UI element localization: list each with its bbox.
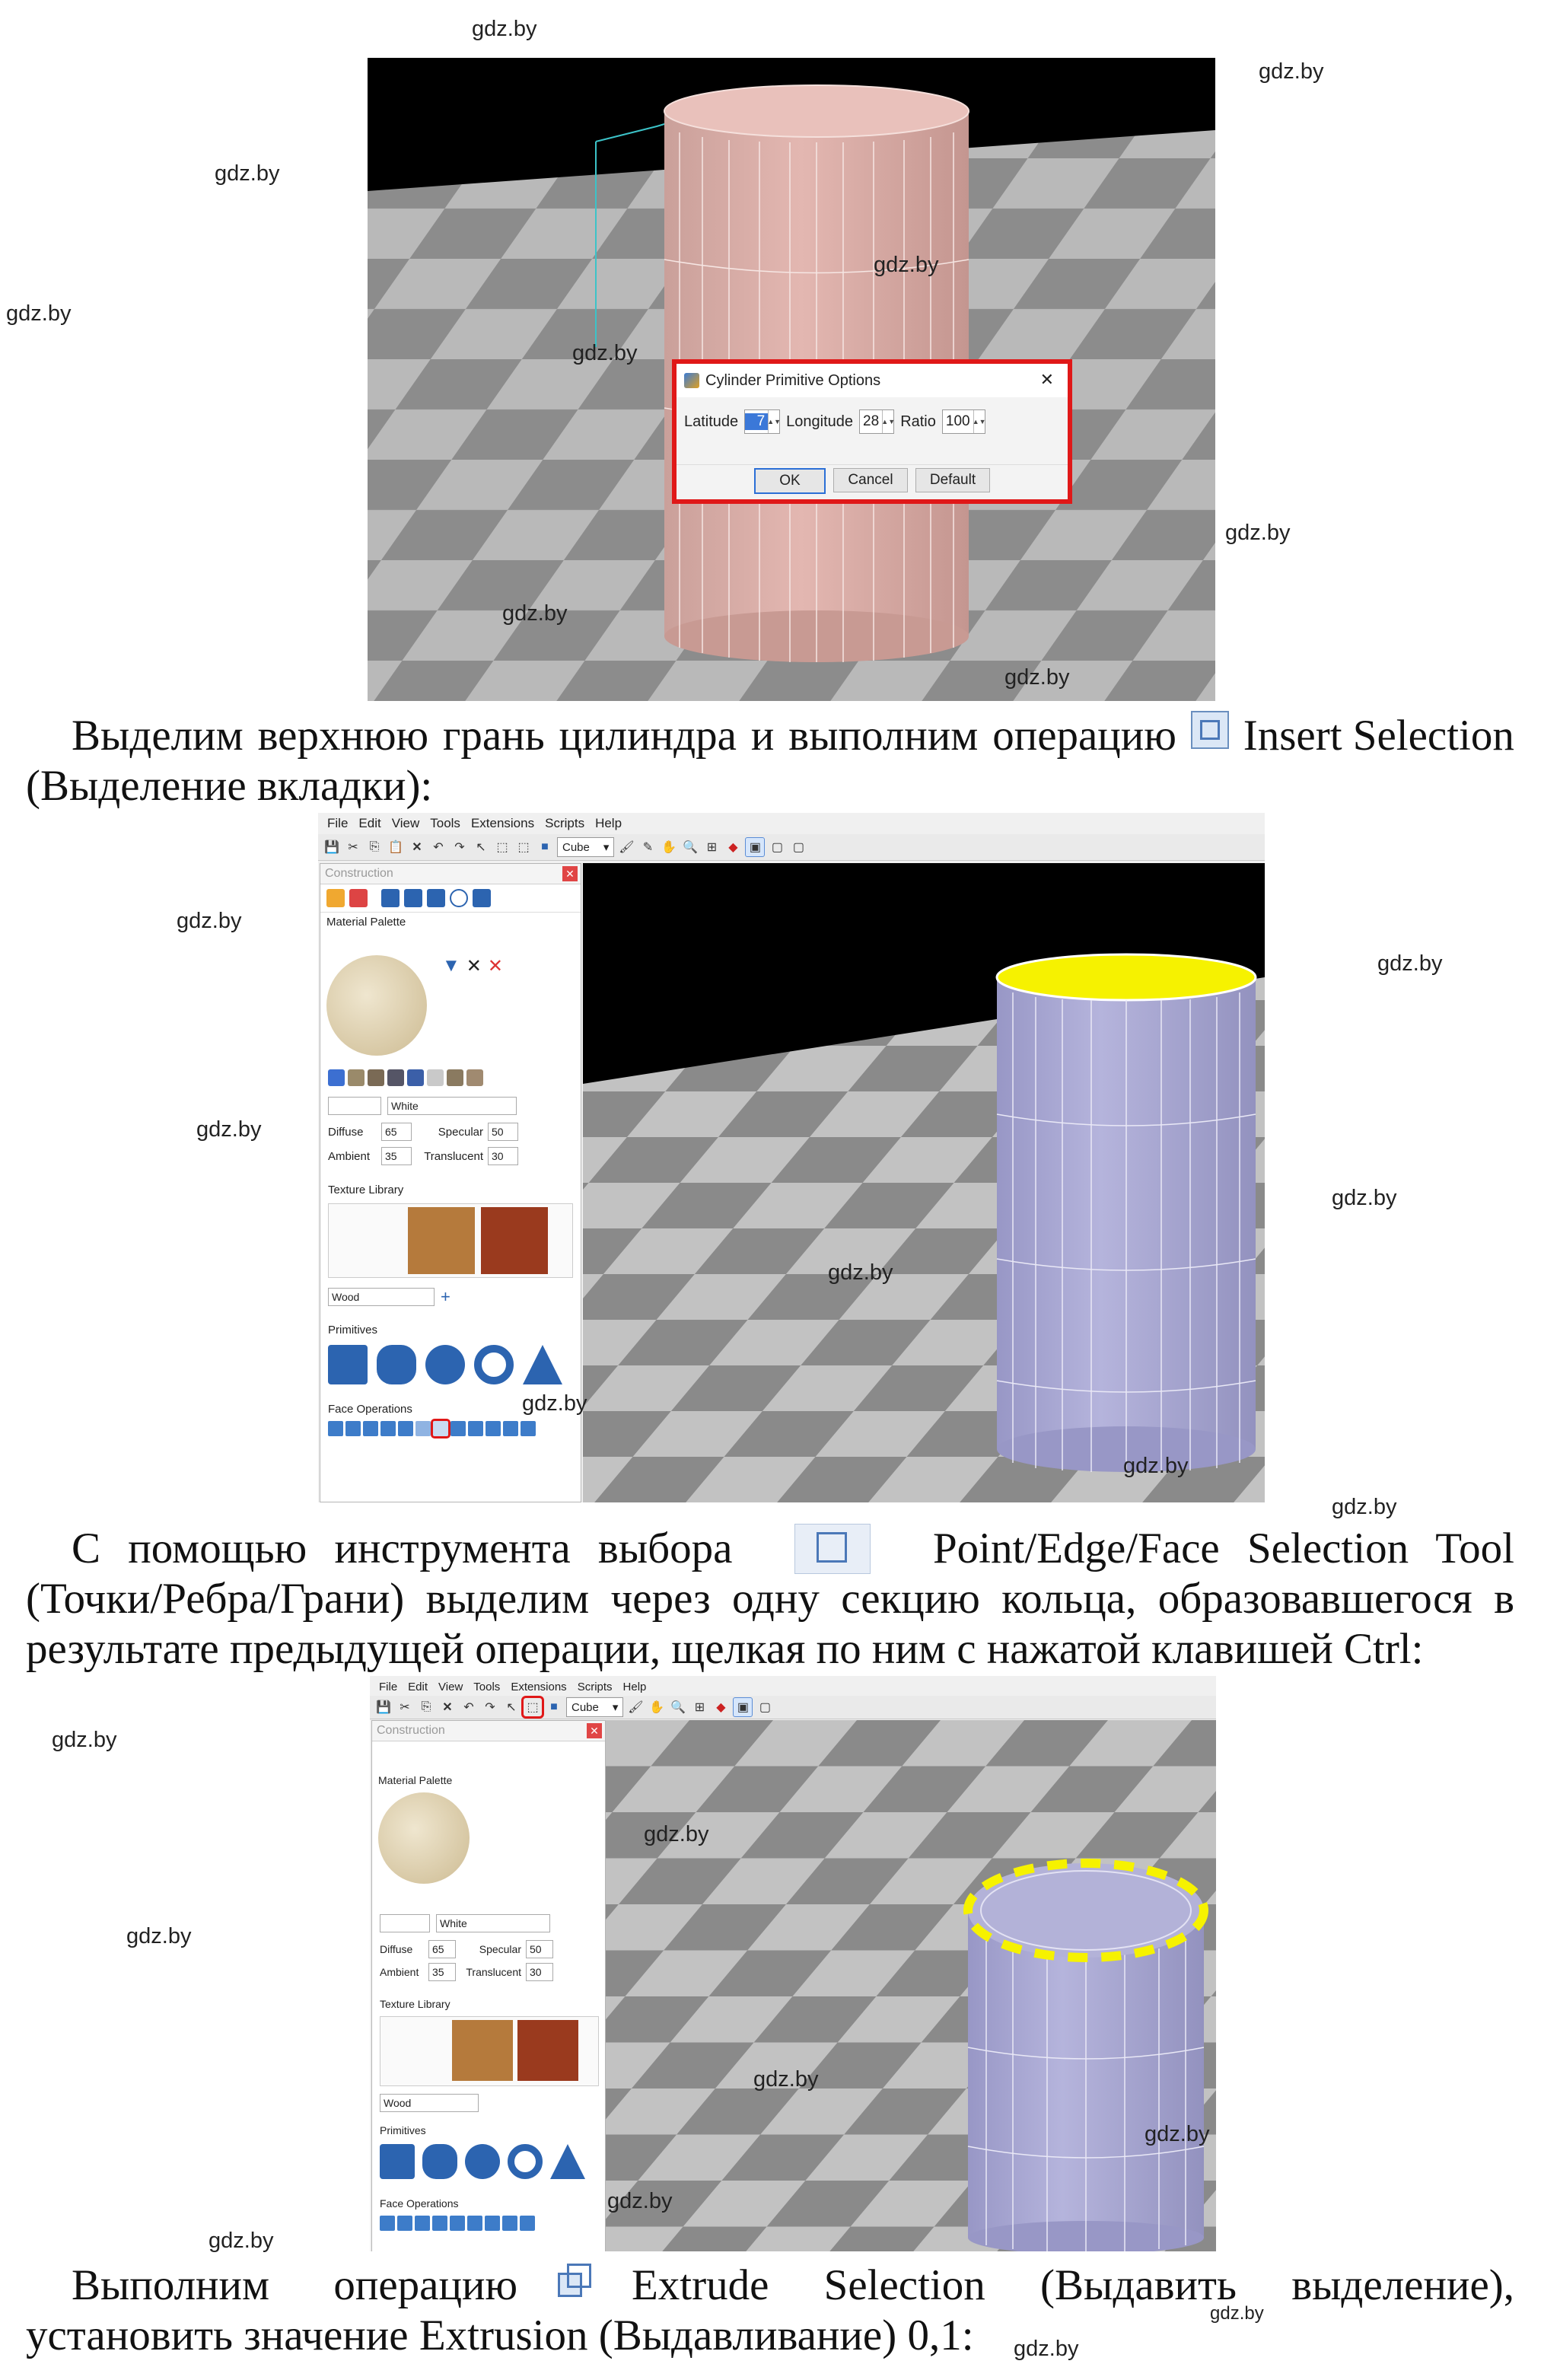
diffuse-label: Diffuse bbox=[380, 1943, 413, 1955]
zoom-icon[interactable]: 🔍 bbox=[670, 1701, 686, 1714]
watermark: gdz.by bbox=[753, 2067, 819, 2092]
axis-icon[interactable]: ◆ bbox=[716, 1701, 726, 1714]
menu-bar bbox=[370, 1676, 1216, 1697]
paragraph-2 bbox=[26, 1524, 1514, 1674]
texture-library-label: Texture Library bbox=[380, 1998, 450, 2010]
face-op-icon[interactable] bbox=[398, 1421, 413, 1436]
face-op-icon[interactable] bbox=[328, 1421, 343, 1436]
face-op-icon[interactable] bbox=[486, 1421, 501, 1436]
watermark: gdz.by bbox=[6, 301, 72, 326]
watermark: gdz.by bbox=[1145, 2122, 1210, 2146]
chevron-down-icon: ▾ bbox=[603, 841, 610, 854]
toolbar bbox=[318, 834, 1265, 861]
frame-icon[interactable]: ▢ bbox=[771, 841, 783, 854]
undo-icon[interactable]: ↶ bbox=[433, 841, 444, 854]
cut-icon[interactable]: ✂ bbox=[348, 841, 358, 854]
spinner-arrows-icon[interactable]: ▲▼ bbox=[882, 410, 893, 433]
translucent-label: Translucent bbox=[466, 1966, 521, 1978]
menu-tools[interactable]: Tools bbox=[430, 816, 460, 830]
cancel-button[interactable]: Cancel bbox=[833, 468, 908, 492]
ratio-label: Ratio bbox=[900, 413, 936, 430]
figure-3-viewport bbox=[606, 1720, 1216, 2251]
figure-3-app-window bbox=[370, 1676, 1216, 2251]
specular-field[interactable]: 50 bbox=[488, 1123, 518, 1141]
watermark: gdz.by bbox=[52, 1728, 117, 1752]
ok-button[interactable]: OK bbox=[754, 468, 826, 494]
pen-icon[interactable]: ✎ bbox=[642, 841, 654, 854]
cylinder-options-dialog bbox=[672, 359, 1072, 504]
figure-2-scene bbox=[583, 863, 1265, 1502]
torus-primitive-icon[interactable] bbox=[508, 2144, 543, 2179]
construction-title: Construction ✕ bbox=[372, 1721, 605, 1741]
swatch-icon[interactable] bbox=[387, 1069, 404, 1086]
menu-file[interactable]: File bbox=[327, 816, 349, 830]
toolbar bbox=[370, 1696, 1216, 1719]
watermark: gdz.by bbox=[1004, 665, 1070, 690]
material-palette-label: Material Palette bbox=[378, 1774, 453, 1786]
primitives-label: Primitives bbox=[328, 1324, 378, 1337]
view-icon[interactable]: ▣ bbox=[745, 837, 765, 857]
dialog-title: Cylinder Primitive Options bbox=[705, 371, 881, 389]
watermark: gdz.by bbox=[1210, 2303, 1264, 2324]
delete-icon[interactable]: ✕ bbox=[442, 1701, 453, 1714]
frame-icon[interactable]: ▢ bbox=[759, 1701, 771, 1714]
swatch-icon[interactable] bbox=[368, 1069, 384, 1086]
settings-icon[interactable] bbox=[473, 889, 491, 907]
face-op-icon[interactable] bbox=[502, 2216, 517, 2231]
zoom-icon[interactable]: 🔍 bbox=[683, 841, 699, 854]
latitude-spinner[interactable] bbox=[744, 409, 780, 434]
paragraph-2-line-2: (Точки/Ребра/Грани) выделим через одну секцию кольца, образовавшегося в bbox=[26, 1575, 1514, 1623]
face-op-icon[interactable] bbox=[432, 2216, 447, 2231]
redo-icon[interactable]: ↷ bbox=[454, 841, 465, 854]
camera-icon[interactable] bbox=[404, 889, 422, 907]
paragraph-2-line-1: С помощью инструмента выбора Point/Edge/Face Selection Tool bbox=[72, 1525, 1514, 1572]
watermark: gdz.by bbox=[1014, 2337, 1079, 2361]
face-op-icon[interactable] bbox=[467, 2216, 482, 2231]
cylinder-primitive-icon[interactable] bbox=[422, 2144, 457, 2179]
material-preview bbox=[326, 955, 427, 1056]
primitives-label: Primitives bbox=[380, 2124, 426, 2136]
brush-icon[interactable]: 🖌 bbox=[628, 1701, 644, 1714]
face-selection-tool-icon bbox=[794, 1524, 871, 1574]
menu-edit[interactable]: Edit bbox=[408, 1680, 428, 1693]
paint-icon[interactable] bbox=[326, 889, 345, 907]
menu-help[interactable]: Help bbox=[595, 816, 622, 830]
face-op-icon[interactable] bbox=[450, 1421, 466, 1436]
watermark: gdz.by bbox=[502, 601, 568, 626]
extrude-selection-icon bbox=[553, 2261, 596, 2303]
specular-label: Specular bbox=[479, 1943, 521, 1955]
insert-selection-icon[interactable] bbox=[433, 1421, 448, 1436]
hand-icon[interactable]: ✋ bbox=[649, 1701, 665, 1714]
face-operations-label: Face Operations bbox=[380, 2197, 459, 2210]
watermark: gdz.by bbox=[828, 1260, 893, 1285]
swatch-icon[interactable] bbox=[427, 1069, 444, 1086]
light-icon[interactable] bbox=[450, 889, 468, 907]
paragraph-3 bbox=[26, 2261, 1514, 2361]
swatch-icon[interactable] bbox=[447, 1069, 463, 1086]
paragraph-3-line-1: Выполним операцию Extrude Selection (Выдавить выделение), bbox=[72, 2261, 1514, 2309]
watermark: gdz.by bbox=[472, 17, 537, 41]
cylinder-primitive-icon[interactable] bbox=[377, 1345, 416, 1384]
ambient-label: Ambient bbox=[328, 1149, 371, 1163]
face-op-icon[interactable] bbox=[345, 1421, 361, 1436]
cone-primitive-icon[interactable] bbox=[523, 1345, 562, 1384]
color-name-field[interactable]: White bbox=[436, 1914, 550, 1932]
save-icon[interactable]: 💾 bbox=[376, 1701, 391, 1714]
texture-filter-field[interactable]: Wood bbox=[328, 1288, 435, 1306]
frame2-icon[interactable]: ▢ bbox=[792, 841, 804, 854]
ratio-spinner[interactable] bbox=[942, 409, 985, 434]
watermark: gdz.by bbox=[215, 161, 280, 186]
menu-scripts[interactable]: Scripts bbox=[545, 816, 585, 830]
cube-primitive-icon[interactable] bbox=[380, 2144, 415, 2179]
color-swatch[interactable] bbox=[380, 1914, 430, 1932]
insert-selection-icon bbox=[1191, 711, 1229, 749]
watermark: gdz.by bbox=[1123, 1454, 1189, 1478]
watermark: gdz.by bbox=[1225, 521, 1291, 545]
delete-icon[interactable]: ✕ bbox=[466, 956, 482, 977]
longitude-label: Longitude bbox=[786, 413, 854, 430]
translucent-field[interactable]: 30 bbox=[488, 1147, 518, 1165]
redo-icon[interactable]: ↷ bbox=[485, 1701, 495, 1714]
texture-filter-field[interactable]: Wood bbox=[380, 2094, 479, 2112]
cut-icon[interactable]: ✂ bbox=[400, 1701, 410, 1714]
specular-label: Specular bbox=[438, 1125, 483, 1139]
latitude-value[interactable]: 7 bbox=[745, 413, 768, 430]
axis-icon[interactable]: ◆ bbox=[728, 841, 738, 854]
face-operations-label: Face Operations bbox=[328, 1403, 412, 1416]
grid-icon[interactable]: ⊞ bbox=[694, 1701, 705, 1714]
sphere-primitive-icon[interactable] bbox=[425, 1345, 465, 1384]
diffuse-label: Diffuse bbox=[328, 1125, 364, 1139]
spinner-arrows-icon[interactable]: ▲▼ bbox=[973, 410, 985, 433]
menu-tools[interactable]: Tools bbox=[473, 1680, 501, 1693]
ambient-field[interactable]: 35 bbox=[428, 1963, 456, 1981]
face-op-icon[interactable] bbox=[485, 2216, 500, 2231]
swatch-icon[interactable] bbox=[466, 1069, 483, 1086]
paragraph-1 bbox=[26, 711, 1514, 811]
menu-extensions[interactable]: Extensions bbox=[511, 1680, 567, 1693]
texture-wood-2[interactable] bbox=[481, 1207, 548, 1274]
watermark: gdz.by bbox=[1259, 59, 1324, 84]
remove-icon[interactable]: ✕ bbox=[487, 956, 503, 977]
cube-icon: ■ bbox=[541, 840, 549, 853]
spinner-arrows-icon[interactable]: ▲▼ bbox=[768, 410, 779, 433]
construction-panel bbox=[371, 1720, 606, 2251]
watermark: gdz.by bbox=[1332, 1495, 1397, 1519]
paragraph-1-line-1: Выделим верхнюю грань цилиндра и выполним операцию Insert Selection bbox=[72, 712, 1514, 760]
watermark: gdz.by bbox=[1332, 1186, 1397, 1210]
selected-top-face bbox=[997, 954, 1256, 1000]
color-name-field[interactable]: White bbox=[387, 1097, 517, 1115]
longitude-value[interactable]: 28 bbox=[863, 413, 880, 429]
watermark: gdz.by bbox=[522, 1391, 587, 1416]
cube-primitive-icon[interactable] bbox=[328, 1345, 368, 1384]
chevron-down-icon: ▾ bbox=[612, 1701, 619, 1714]
hand-icon[interactable]: ✋ bbox=[661, 841, 677, 854]
face-op-icon[interactable] bbox=[380, 1421, 396, 1436]
ambient-field[interactable]: 35 bbox=[381, 1147, 412, 1165]
figure-3-scene bbox=[606, 1720, 1216, 2251]
paragraph-3-line-2: установить значение Extrusion (Выдавливание) 0,1: bbox=[26, 2311, 974, 2359]
watermark: gdz.by bbox=[209, 2229, 274, 2253]
watermark: gdz.by bbox=[874, 253, 939, 277]
latitude-label: Latitude bbox=[684, 413, 739, 430]
cube-icon: ■ bbox=[550, 1700, 558, 1713]
face-op-icon[interactable] bbox=[520, 2216, 535, 2231]
palette-icon[interactable] bbox=[349, 889, 368, 907]
select-icon[interactable]: ⬚ bbox=[517, 841, 530, 854]
material-palette-label: Material Palette bbox=[326, 916, 406, 929]
menu-extensions[interactable]: Extensions bbox=[470, 816, 535, 830]
swatch-icon[interactable] bbox=[407, 1069, 424, 1086]
paragraph-1-line-2: (Выделение вкладки): bbox=[26, 762, 433, 810]
close-icon[interactable]: ✕ bbox=[1039, 370, 1054, 389]
save-icon[interactable]: 💾 bbox=[324, 841, 339, 854]
watermark: gdz.by bbox=[572, 341, 638, 365]
texture-wood-2[interactable] bbox=[517, 2020, 578, 2081]
grid-icon[interactable]: ⊞ bbox=[706, 841, 718, 854]
translucent-field[interactable]: 30 bbox=[526, 1963, 553, 1981]
menu-view[interactable]: View bbox=[438, 1680, 463, 1693]
face-op-icon[interactable] bbox=[363, 1421, 378, 1436]
dialog-titlebar bbox=[677, 364, 1068, 397]
ratio-value[interactable]: 100 bbox=[945, 413, 970, 429]
pointer-icon[interactable]: ↖ bbox=[476, 841, 486, 854]
watermark: gdz.by bbox=[1377, 951, 1443, 976]
watermark: gdz.by bbox=[196, 1117, 262, 1142]
menu-help[interactable]: Help bbox=[622, 1680, 647, 1693]
face-op-icon[interactable] bbox=[397, 2216, 412, 2231]
add-icon[interactable]: + bbox=[441, 1287, 450, 1306]
figure-2-viewport bbox=[583, 863, 1265, 1502]
default-button[interactable]: Default bbox=[915, 468, 990, 492]
brush-icon[interactable]: 🖌 bbox=[619, 841, 635, 854]
specular-field[interactable]: 50 bbox=[526, 1940, 553, 1958]
brush-icon[interactable] bbox=[427, 889, 445, 907]
menu-bar bbox=[318, 813, 1265, 834]
diffuse-field[interactable]: 65 bbox=[428, 1940, 456, 1958]
watermark: gdz.by bbox=[644, 1822, 709, 1846]
menu-scripts[interactable]: Scripts bbox=[577, 1680, 613, 1693]
undo-icon[interactable]: ↶ bbox=[463, 1701, 474, 1714]
menu-edit[interactable]: Edit bbox=[358, 816, 381, 830]
watermark: gdz.by bbox=[607, 2189, 673, 2213]
delete-icon[interactable]: ✕ bbox=[412, 841, 422, 854]
view-icon[interactable]: ▣ bbox=[733, 1697, 753, 1717]
face-op-icon[interactable] bbox=[415, 1421, 431, 1436]
primitive-combo[interactable]: Cube ▾ bbox=[566, 1697, 623, 1717]
face-op-icon[interactable] bbox=[521, 1421, 536, 1436]
face-op-icon[interactable] bbox=[380, 2216, 395, 2231]
translucent-label: Translucent bbox=[424, 1149, 483, 1163]
ambient-label: Ambient bbox=[380, 1966, 419, 1978]
face-selection-tool-icon[interactable]: ⬚ bbox=[496, 841, 508, 854]
texture-list bbox=[328, 1203, 573, 1278]
app-logo-icon bbox=[684, 373, 699, 388]
swatch-icon[interactable] bbox=[328, 1069, 345, 1086]
figure-2-app-window bbox=[318, 813, 1265, 1502]
copy-icon[interactable]: ⎘ bbox=[421, 1700, 431, 1713]
paragraph-2-line-3: результате предыдущей операции, щелкая по ним с нажатой клавишей Ctrl: bbox=[26, 1625, 1424, 1673]
face-selection-tool-icon[interactable]: ⬚ bbox=[524, 1698, 542, 1716]
face-op-icon[interactable] bbox=[468, 1421, 483, 1436]
menu-view[interactable]: View bbox=[391, 816, 420, 830]
texture-wood-1[interactable] bbox=[408, 1207, 475, 1274]
menu-file[interactable]: File bbox=[379, 1680, 398, 1693]
material-preview bbox=[378, 1792, 470, 1884]
torus-primitive-icon[interactable] bbox=[474, 1345, 514, 1384]
face-op-icon[interactable] bbox=[415, 2216, 430, 2231]
diffuse-field[interactable]: 65 bbox=[381, 1123, 412, 1141]
texture-list bbox=[380, 2016, 599, 2086]
texture-wood-1[interactable] bbox=[452, 2020, 513, 2081]
pointer-icon[interactable]: ↖ bbox=[506, 1701, 517, 1714]
primitive-combo[interactable]: Cube ▾ bbox=[557, 837, 614, 857]
color-swatch[interactable] bbox=[328, 1097, 381, 1115]
copy-icon[interactable]: ⎘ bbox=[369, 840, 380, 853]
cube-icon[interactable] bbox=[381, 889, 400, 907]
face-op-icon[interactable] bbox=[450, 2216, 465, 2231]
longitude-spinner[interactable] bbox=[859, 409, 894, 434]
face-op-icon[interactable] bbox=[503, 1421, 518, 1436]
close-icon[interactable]: ✕ bbox=[587, 1723, 602, 1738]
filter-icon[interactable]: ▼ bbox=[442, 955, 460, 976]
watermark: gdz.by bbox=[126, 1924, 192, 1948]
close-icon[interactable]: ✕ bbox=[562, 866, 578, 881]
watermark: gdz.by bbox=[177, 909, 242, 933]
swatch-icon[interactable] bbox=[348, 1069, 365, 1086]
construction-title: Construction ✕ bbox=[320, 864, 581, 884]
texture-library-label: Texture Library bbox=[328, 1184, 404, 1196]
cone-primitive-icon[interactable] bbox=[550, 2144, 585, 2179]
paste-icon[interactable]: 📋 bbox=[388, 841, 403, 854]
sphere-primitive-icon[interactable] bbox=[465, 2144, 500, 2179]
